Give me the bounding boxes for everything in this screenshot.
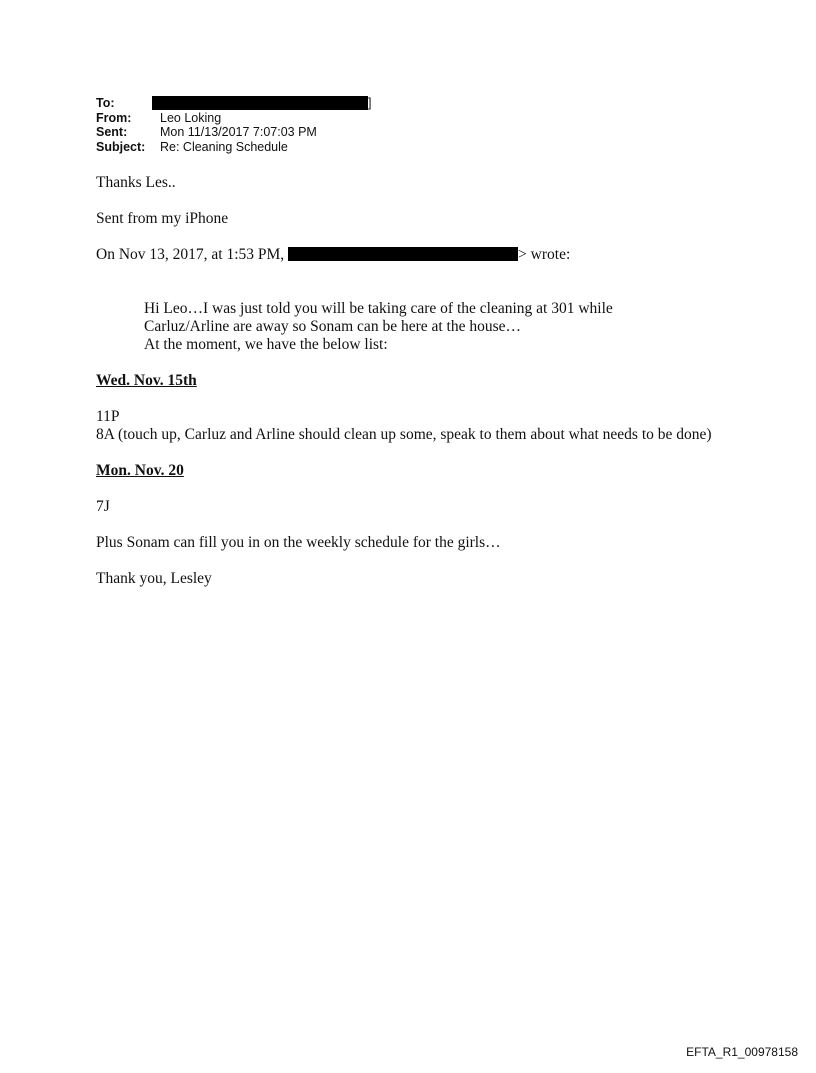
intro-line-2: Carluz/Arline are away so Sonam can be here at the house…: [144, 318, 522, 335]
document-id: EFTA_R1_00978158: [686, 1045, 798, 1059]
email-body: [96, 174, 716, 588]
reply-text: Thanks Les..: [96, 174, 176, 191]
note-text: Plus Sonam can fill you in on the weekly schedule for the girls…: [96, 534, 501, 551]
subject-label: Subject:: [96, 139, 146, 154]
from-label: From:: [96, 110, 132, 125]
schedule-heading-wed: Wed. Nov. 15th: [96, 372, 197, 389]
subject-value: Re: Cleaning Schedule: [160, 139, 288, 154]
quote-prefix: On Nov 13, 2017, at 1:53 PM,: [96, 246, 285, 263]
signature-text: Sent from my iPhone: [96, 210, 229, 227]
sent-label: Sent:: [96, 125, 128, 139]
sent-row: [96, 125, 371, 140]
sender-redaction: [288, 247, 518, 261]
to-row: [96, 96, 371, 111]
to-label: To:: [96, 96, 115, 110]
email-header: [96, 96, 371, 154]
to-redaction: [152, 96, 368, 110]
schedule-item-8a: 8A (touch up, Carluz and Arline should clean up some, speak to them about what needs to be done): [96, 426, 712, 443]
to-bracket: ]: [368, 96, 372, 110]
closing-text: Thank you, Lesley: [96, 570, 212, 587]
subject-row: [96, 140, 371, 155]
intro-line-3: At the moment, we have the below list:: [144, 336, 388, 353]
from-value: Leo Loking: [160, 110, 222, 125]
schedule-heading-mon: Mon. Nov. 20: [96, 462, 184, 479]
schedule-item-11p: 11P: [96, 408, 120, 425]
intro-line-1: Hi Leo…I was just told you will be taking care of the cleaning at 301 while: [144, 300, 613, 317]
from-row: [96, 111, 371, 126]
sent-value: Mon 11/13/2017 7:07:03 PM: [160, 125, 317, 139]
quote-attribution: [96, 246, 716, 264]
quote-suffix: > wrote:: [518, 246, 571, 263]
schedule-item-7j: 7J: [96, 498, 110, 515]
